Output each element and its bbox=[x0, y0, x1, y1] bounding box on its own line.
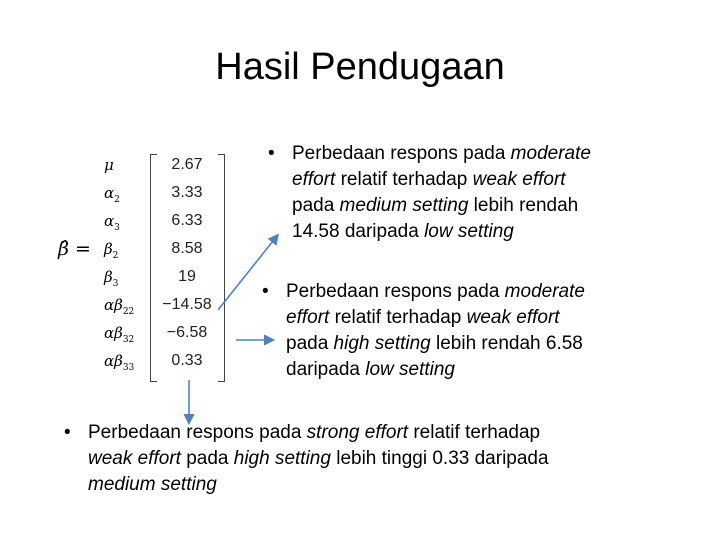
value-alpha3: 6.33 bbox=[171, 212, 203, 229]
param-beta3: $\beta_3$ bbox=[104, 268, 119, 289]
value-mu: 2.67 bbox=[171, 156, 203, 173]
param-beta2: $\beta_2$ bbox=[104, 240, 119, 261]
value-beta3: 19 bbox=[178, 268, 196, 285]
bullet-marker: • bbox=[64, 422, 71, 443]
param-alphabeta32: $\alpha\beta_{32}$ bbox=[104, 324, 135, 345]
value-alphabeta32: −6.58 bbox=[166, 324, 208, 341]
param-alphabeta22: $\alpha\beta_{22}$ bbox=[104, 296, 135, 317]
value-alphabeta22: −14.58 bbox=[162, 296, 212, 313]
value-beta2: 8.58 bbox=[171, 240, 203, 257]
bullet-1: • Perbedaan respons pada moderate effort relatif terhadap weak effort pada medium setting lebih rendah 14.58 daripada low setting bbox=[268, 143, 591, 242]
value-alpha2: 3.33 bbox=[171, 184, 203, 201]
param-mu: μ bbox=[104, 156, 114, 174]
bullet-marker: • bbox=[262, 281, 269, 302]
bullet-3: • Perbedaan respons pada strong effort relatif terhadap weak effort pada high setting lebih tinggi 0.33 daripada medium setting bbox=[64, 422, 549, 495]
param-alphabeta33: $\alpha\beta_{33}$ bbox=[104, 352, 135, 373]
bullet-2: • Perbedaan respons pada moderate effort relatif terhadap weak effort pada high setting lebih rendah 6.58 daripada low setting bbox=[262, 281, 585, 380]
beta-hat-label: β̂ = bbox=[58, 238, 91, 260]
slide-title: Hasil Pendugaan bbox=[215, 46, 505, 88]
param-alpha3: $\alpha_3$ bbox=[104, 212, 120, 233]
bullet-marker: • bbox=[268, 143, 275, 164]
value-alphabeta33: 0.33 bbox=[171, 352, 203, 369]
param-alpha2: $\alpha_2$ bbox=[104, 184, 120, 205]
